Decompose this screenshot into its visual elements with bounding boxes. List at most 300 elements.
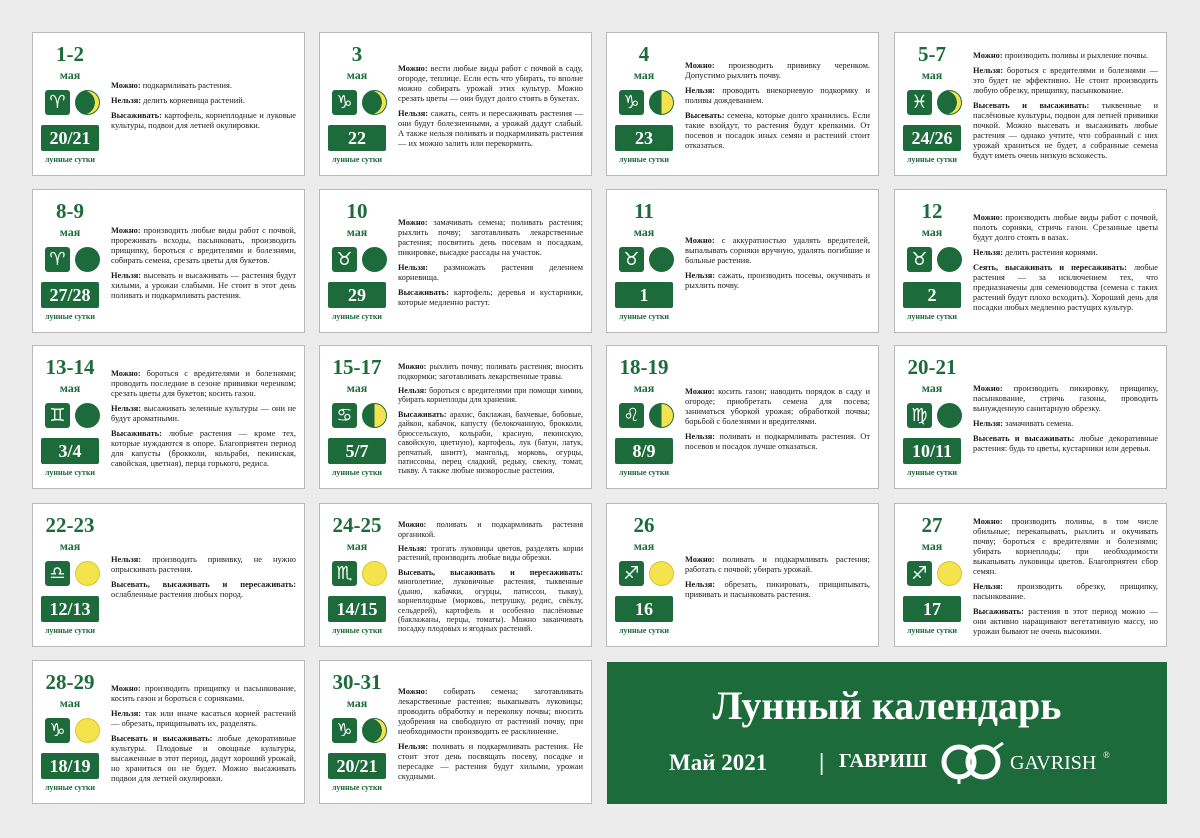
advice-text: производить поливы и рыхление почвы.: [1002, 51, 1149, 60]
advice-label: Нельзя:: [685, 431, 716, 441]
day-card: [606, 189, 879, 333]
advice-paragraph: [111, 709, 296, 729]
date-range: 20-21: [907, 355, 957, 379]
advice-text: подкармливать растения.: [140, 81, 232, 90]
advice-text: собирать семена; заготавливать лекарственные растения; выкапывать луковицы; проводить обработку и перекопку почвы; вносить удобрения на свободную от растений почву, при необходимости производить ее расклинение.: [398, 686, 583, 736]
month-label: мая: [633, 225, 655, 239]
day-card: [319, 660, 592, 804]
lunar-day-caption: лунные сутки: [331, 783, 383, 792]
date-range: 13-14: [45, 355, 95, 379]
advice-text: вести любые виды работ с почвой в саду, огороде, теплице. Если есть что убирать, то вполне можно собирать урожай этих культур. Можно срезать цветы — они будут долго стоять в букетах.: [398, 63, 583, 103]
advice-text: замачивать семена.: [1003, 419, 1074, 428]
advice-label: Можно:: [973, 384, 1003, 393]
month-label: мая: [633, 381, 655, 395]
gardening-advice: [111, 671, 296, 797]
date-range: 26: [633, 513, 655, 537]
advice-paragraph: [111, 111, 296, 131]
brand-name-en: GAVRISH: [1010, 752, 1097, 774]
advice-paragraph: [398, 362, 583, 381]
advice-paragraph: [398, 410, 583, 476]
advice-label: Нельзя:: [111, 270, 142, 280]
advice-paragraph: [685, 580, 870, 600]
day-card: [894, 503, 1167, 647]
lunar-day-caption: лунные сутки: [44, 468, 96, 477]
lunar-day-badge: 29: [328, 282, 386, 308]
advice-label: Можно:: [685, 235, 715, 245]
advice-label: Можно:: [111, 684, 141, 693]
day-card-header: [33, 661, 107, 803]
date-range: 3: [351, 42, 363, 66]
advice-label: Нельзя:: [398, 741, 429, 751]
moon-phase-icon: [937, 561, 962, 586]
gardening-advice: [398, 356, 583, 482]
advice-text: высевать и высаживать — растения будут хилыми, а урожаи слабыми. Не стоит в этот день поливать и подкармливать растения.: [111, 270, 296, 300]
registered-mark: ®: [1103, 750, 1110, 760]
advice-paragraph: [398, 742, 583, 782]
lunar-day-badge: 18/19: [41, 753, 99, 779]
lunar-day-badge: 20/21: [328, 753, 386, 779]
advice-paragraph: [973, 419, 1158, 429]
lunar-day-badge: 16: [615, 596, 673, 622]
day-card-header: [320, 33, 394, 175]
advice-label: Нельзя:: [685, 270, 716, 280]
day-card: [32, 32, 305, 176]
month-label: мая: [921, 68, 943, 82]
lunar-day-badge: 2: [903, 282, 961, 308]
gardening-advice: [111, 200, 296, 326]
advice-text: рыхлить почву; поливать растения; вносить подкормки; заготавливать лекарственные травы.: [398, 362, 583, 381]
moon-phase-icon: [649, 403, 674, 428]
day-card-header: [895, 33, 969, 175]
gardening-advice: [973, 356, 1158, 482]
advice-text: поливать и подкармливать растения; работать с почвой; убирать урожай.: [685, 554, 870, 574]
month-label: мая: [346, 539, 368, 553]
taurus-icon: ♉: [907, 247, 932, 272]
month-label: мая: [346, 381, 368, 395]
advice-text: тыквенные и паслёновые культуры, подвои для летней прививки почкой. Можно высевать и высаживать любые растения — однако учтите, что собранный с них урожай храниться не будет, а собранные семена будут иметь очень низкую всхожесть.: [973, 101, 1158, 160]
advice-text: косить газон; наводить порядок в саду и огороде; приобретать семена для посева; заниматься уборкой урожая; обработкой почвы; борьбой с болезнями и вредителями.: [685, 386, 870, 426]
advice-label: Высевать и высаживать:: [973, 434, 1075, 443]
lunar-day-caption: лунные сутки: [906, 626, 958, 635]
advice-paragraph: [973, 582, 1158, 602]
advice-text: производить обрезку, прищипку, пасынкование.: [973, 582, 1158, 601]
lunar-day-caption: лунные сутки: [618, 626, 670, 635]
lunar-day-badge: 23: [615, 125, 673, 151]
advice-paragraph: [685, 86, 870, 106]
gardening-advice: [398, 671, 583, 797]
month-label: мая: [346, 696, 368, 710]
gardening-advice: [398, 514, 583, 640]
advice-text: сажать, сеять и пересаживать растения — они будут болезненными, а урожай дадут слабый. А также нельзя поливать и подкармливать растения — их можно залить или перекормить.: [398, 108, 583, 148]
gardening-advice: [111, 514, 296, 640]
date-range: 27: [921, 513, 943, 537]
day-card-header: [320, 346, 394, 488]
advice-paragraph: [973, 607, 1158, 637]
advice-paragraph: [398, 64, 583, 104]
lunar-day-caption: лунные сутки: [618, 155, 670, 164]
advice-text: производить любые виды работ с почвой, полоть сорняки, стричь газон. Срезанные цветы будут долго стоять в вазах.: [973, 213, 1158, 242]
advice-label: Нельзя:: [111, 404, 142, 413]
moon-phase-icon: [937, 247, 962, 272]
advice-label: Можно:: [685, 554, 715, 564]
advice-paragraph: [685, 236, 870, 266]
advice-paragraph: [973, 51, 1158, 61]
day-card: [319, 189, 592, 333]
advice-text: многолетние, луковичные растения, тыквенные (дыню, кабачки, огурцы, патиссон, тыкву), корнеплодные (морковь, петрушку, редис, свёклу, сельдерей), картофель и особенно паслёновые (баклажаны, перцы, томаты). Можно заканчивать посадку плодовых и ягодных растений.: [398, 577, 583, 634]
advice-text: производить любые виды работ с почвой, прореживать всходы, пасынковать, производить прищипку, бороться с вредителями и болезнями, собирать семена, срезать цветы для букетов.: [111, 225, 296, 265]
advice-label: Нельзя:: [973, 248, 1004, 257]
advice-text: проводить внекорневую подкормку и поливы дождеванием.: [685, 86, 870, 105]
advice-paragraph: [111, 404, 296, 424]
month-label: мая: [59, 68, 81, 82]
advice-paragraph: [111, 369, 296, 399]
advice-text: арахис, баклажан, бахчевые, бобовые, дайкон, кабачок, капусту (белокочанную, брокколи, брюссельскую, кольраби, красную, пекинскую, савойскую, цветную), картофель, лук (батун, латук, репчатый, шнитт), мангольд, морковь, огурцы, патиссоны, перец сладкий, редьку, свеклу, томат, тыкву. А также любые низкорослые растения.: [398, 409, 583, 476]
day-card: [319, 345, 592, 489]
scorpio-icon: ♏: [332, 561, 357, 586]
advice-label: Можно:: [111, 81, 141, 90]
day-card-header: [895, 504, 969, 646]
advice-label: Высевать и высаживать:: [973, 101, 1090, 110]
leo-icon: ♌: [619, 403, 644, 428]
month-label: мая: [921, 381, 943, 395]
advice-paragraph: [111, 429, 296, 469]
lunar-day-badge: 20/21: [41, 125, 99, 151]
day-card-header: [607, 346, 681, 488]
moon-phase-icon: [75, 561, 100, 586]
lunar-day-badge: 5/7: [328, 438, 386, 464]
advice-label: Высаживать:: [111, 111, 162, 120]
capricorn-icon: ♑: [619, 90, 644, 115]
date-range: 5-7: [918, 42, 946, 66]
lunar-day-badge: 12/13: [41, 596, 99, 622]
date-range: 4: [638, 42, 650, 66]
day-card-header: [33, 504, 107, 646]
advice-label: Высаживать:: [111, 429, 162, 438]
advice-label: Высевать и высаживать:: [111, 734, 213, 743]
gardening-advice: [685, 356, 870, 482]
advice-paragraph: [973, 263, 1158, 313]
advice-text: замачивать семена; поливать растения; рыхлить почву; заготавливать лекарственные растения; посвятить день посевам и посадкам, пикировке, высадке рассады на участок.: [398, 218, 583, 257]
moon-phase-icon: [75, 247, 100, 272]
advice-label: Нельзя:: [398, 386, 427, 396]
month-label: мая: [346, 68, 368, 82]
day-card-header: [320, 661, 394, 803]
day-card-header: [33, 346, 107, 488]
advice-paragraph: [685, 111, 870, 151]
month-label: мая: [633, 68, 655, 82]
advice-label: Можно:: [685, 61, 715, 70]
advice-text: делить корневища растений.: [141, 96, 245, 105]
lunar-day-caption: лунные сутки: [906, 155, 958, 164]
advice-label: Можно:: [973, 517, 1003, 526]
moon-phase-icon: [937, 90, 962, 115]
aries-icon: ♈: [45, 90, 70, 115]
gardening-advice: [398, 200, 583, 326]
advice-paragraph: [398, 687, 583, 737]
date-range: 28-29: [45, 670, 95, 694]
advice-label: Можно:: [111, 369, 141, 378]
advice-label: Можно:: [398, 686, 428, 696]
day-card: [606, 345, 879, 489]
sagittarius-icon: ♐: [619, 561, 644, 586]
capricorn-icon: ♑: [332, 718, 357, 743]
day-card-header: [607, 504, 681, 646]
advice-text: семена, которые долго хранились. Если такие взойдут, то растения будут крепкими. От посевов и посадок иных семян и растений стоит отказаться.: [685, 111, 870, 150]
taurus-icon: ♉: [332, 247, 357, 272]
day-card-header: [33, 190, 107, 332]
advice-text: производить прививку, не нужно опрыскивать растения.: [111, 554, 296, 574]
advice-paragraph: [111, 555, 296, 575]
title-banner: [607, 662, 1167, 804]
advice-text: ослабленные растения любых пород.: [111, 589, 244, 599]
advice-paragraph: [111, 96, 296, 106]
advice-label: Нельзя:: [398, 544, 427, 554]
day-card-header: [33, 33, 107, 175]
lunar-day-badge: 3/4: [41, 438, 99, 464]
advice-text: с аккуратностью удалять вредителей, выпалывать сорняки вручную, удалять погибшие и больные растения.: [685, 235, 870, 265]
advice-label: Можно:: [398, 362, 427, 372]
advice-label: Можно:: [973, 213, 1003, 222]
advice-label: Можно:: [398, 63, 428, 73]
advice-label: Нельзя:: [111, 554, 142, 564]
cancer-icon: ♋: [332, 403, 357, 428]
date-range: 12: [921, 199, 943, 223]
day-card: [319, 503, 592, 647]
advice-text: любые растения — кроме тех, которые нуждаются в опоре. Благоприятен период для капусты (брокколи, кольраби, пекинская, савойская, цветная), перца горького, редиса.: [111, 429, 296, 468]
day-card-header: [607, 190, 681, 332]
advice-label: Высаживать:: [398, 288, 449, 297]
advice-paragraph: [398, 218, 583, 258]
date-range: 10: [346, 199, 368, 223]
moon-phase-icon: [362, 247, 387, 272]
advice-label: Высевать, высаживать и пересаживать:: [398, 567, 583, 577]
advice-text: любые растения — за исключением тех, что предназначены для семеноводства (семена с таких растений будут плохо всходить). Хороший день для посадки любых медленно растущих культур.: [973, 263, 1158, 312]
capricorn-icon: ♑: [45, 718, 70, 743]
pisces-icon: ♓: [907, 90, 932, 115]
day-card: [32, 345, 305, 489]
day-card-header: [895, 190, 969, 332]
advice-text: поливать и подкармливать растения. Не стоит этот день посвящать посеву, посадке и пересадке — растения будут хилыми, урожаи скудными.: [398, 741, 583, 781]
moon-phase-icon: [362, 90, 387, 115]
advice-label: Можно:: [111, 225, 141, 235]
advice-text: растения в этот период можно — они активно наращивают вегетативную массу, но урожаи бывают не очень высокими.: [973, 607, 1158, 636]
moon-phase-icon: [75, 90, 100, 115]
advice-text: любые декоративные растения: будь то цветы, кустарники или деревья.: [973, 434, 1158, 453]
lunar-day-badge: 24/26: [903, 125, 961, 151]
banner-separator: |: [819, 750, 825, 776]
advice-text: поливать и подкармливать растения органикой.: [398, 520, 583, 539]
advice-text: высаживать зеленные культуры — они не будут ароматными.: [111, 404, 296, 423]
advice-text: производить поливы, в том числе обильные; перекапывать, рыхлить и окучивать почву; бороться с вредителями и болезнями; убирать корнеплоды; при необходимости выкапывать луковицы цветов. Благоприятен сбор семян.: [973, 517, 1158, 576]
brand-name-ru: ГАВРИШ: [839, 750, 928, 772]
gavrish-logo-icon: [937, 742, 1005, 784]
advice-text: сажать, производить посевы, окучивать и рыхлить почву.: [685, 270, 870, 290]
advice-paragraph: [973, 248, 1158, 258]
day-card: [894, 345, 1167, 489]
gemini-icon: ♊: [45, 403, 70, 428]
advice-paragraph: [111, 580, 296, 600]
day-card: [32, 189, 305, 333]
advice-text: бороться с вредителями при помощи химии, убирать корнеплоды для хранения.: [398, 386, 583, 405]
lunar-day-caption: лунные сутки: [618, 468, 670, 477]
advice-paragraph: [398, 288, 583, 308]
advice-label: Высевать:: [685, 111, 725, 120]
date-range: 1-2: [56, 42, 84, 66]
moon-phase-icon: [75, 403, 100, 428]
advice-paragraph: [973, 517, 1158, 577]
date-range: 8-9: [56, 199, 84, 223]
month-label: мая: [633, 539, 655, 553]
gardening-advice: [398, 43, 583, 169]
advice-text: картофель, корнеплодные и луковые культуры, подвои для летней окулировки.: [111, 111, 296, 130]
lunar-day-caption: лунные сутки: [44, 155, 96, 164]
date-range: 15-17: [332, 355, 382, 379]
advice-paragraph: [973, 213, 1158, 243]
month-label: мая: [59, 381, 81, 395]
advice-label: Высаживать:: [398, 409, 447, 419]
advice-text: обрезать, пикировать, прищипывать, прививать и пасынковать растения.: [685, 579, 870, 599]
advice-paragraph: [398, 520, 583, 539]
moon-phase-icon: [362, 718, 387, 743]
advice-label: Сеять, высаживать и пересаживать:: [973, 263, 1127, 272]
moon-phase-icon: [362, 403, 387, 428]
advice-text: бороться с вредителями и болезнями; проводить последние в сезоне прививки черенком; срезать цветы для букетов; косить газон.: [111, 369, 296, 398]
advice-paragraph: [685, 387, 870, 427]
lunar-day-badge: 27/28: [41, 282, 99, 308]
advice-text: производить прививку черенком. Допустимо рыхлить почву.: [685, 61, 870, 80]
date-range: 22-23: [45, 513, 95, 537]
day-card-header: [895, 346, 969, 488]
advice-label: Нельзя:: [398, 263, 429, 272]
advice-label: Нельзя:: [973, 582, 1004, 591]
lunar-day-badge: 14/15: [328, 596, 386, 622]
moon-phase-icon: [649, 561, 674, 586]
advice-text: любые декоративные культуры. Плодовые и овощные культуры, высаженные в этот период, дадут хороший урожай, но храниться он не будет. Можно высаживать подвои для летней окулировки.: [111, 734, 296, 783]
month-label: мая: [59, 225, 81, 239]
advice-label: Нельзя:: [685, 86, 716, 95]
advice-text: производить прищипку и пасынкование, косить газон и бороться с сорняками.: [111, 684, 296, 703]
lunar-day-caption: лунные сутки: [44, 783, 96, 792]
gardening-advice: [973, 200, 1158, 326]
advice-paragraph: [398, 109, 583, 149]
sagittarius-icon: ♐: [907, 561, 932, 586]
lunar-day-badge: 8/9: [615, 438, 673, 464]
lunar-day-badge: 22: [328, 125, 386, 151]
gardening-advice: [973, 514, 1158, 640]
advice-label: Можно:: [973, 51, 1003, 60]
day-card: [894, 32, 1167, 176]
day-card: [319, 32, 592, 176]
advice-paragraph: [111, 734, 296, 784]
date-range: 24-25: [332, 513, 382, 537]
month-label: мая: [346, 225, 368, 239]
date-range: 18-19: [619, 355, 669, 379]
day-card: [32, 660, 305, 804]
advice-label: Нельзя:: [973, 66, 1004, 75]
taurus-icon: ♉: [619, 247, 644, 272]
advice-paragraph: [111, 684, 296, 704]
advice-text: трогать луковицы цветов, разделять корни растений, производить любые виды обрезки.: [398, 544, 583, 563]
advice-label: Нельзя:: [973, 419, 1004, 428]
lunar-day-caption: лунные сутки: [331, 155, 383, 164]
moon-phase-icon: [362, 561, 387, 586]
banner-title: Лунный календарь: [712, 683, 1062, 728]
lunar-day-badge: 10/11: [903, 438, 961, 464]
advice-paragraph: [111, 271, 296, 301]
advice-paragraph: [111, 226, 296, 266]
month-label: мая: [59, 696, 81, 710]
advice-text: размножать растения делением корневища.: [398, 263, 583, 282]
gardening-advice: [685, 514, 870, 640]
lunar-day-caption: лунные сутки: [331, 312, 383, 321]
advice-text: делить растения корнями.: [1003, 248, 1098, 257]
date-range: 30-31: [332, 670, 382, 694]
advice-paragraph: [685, 61, 870, 81]
advice-paragraph: [398, 386, 583, 405]
advice-label: Нельзя:: [398, 108, 429, 118]
lunar-day-caption: лунные сутки: [44, 626, 96, 635]
advice-label: Можно:: [685, 386, 715, 396]
day-card-header: [320, 190, 394, 332]
advice-paragraph: [398, 544, 583, 563]
month-label: мая: [921, 225, 943, 239]
day-card-header: [320, 504, 394, 646]
advice-paragraph: [973, 434, 1158, 454]
advice-text: производить пикировку, прищипку, пасынкование, стричь газоны, проводить вынужденную санитарную обрезку.: [973, 384, 1158, 413]
advice-text: так или иначе касаться корней растений — обрезать, прищипывать их, разделять.: [111, 709, 296, 728]
advice-label: Высаживать:: [973, 607, 1024, 616]
lunar-day-badge: 17: [903, 596, 961, 622]
advice-label: Нельзя:: [111, 709, 142, 718]
advice-text: бороться с вредителями и болезнями — это будет не эффективно. Не стоит производить любую обрезку, прищипку, пасынкование.: [973, 66, 1158, 95]
advice-label: Можно:: [398, 218, 428, 227]
gardening-advice: [685, 200, 870, 326]
advice-text: картофель; деревья и кустарники, которые медленно растут.: [398, 288, 583, 307]
lunar-day-caption: лунные сутки: [906, 312, 958, 321]
lunar-day-badge: 1: [615, 282, 673, 308]
advice-label: Можно:: [398, 520, 427, 530]
advice-paragraph: [685, 271, 870, 291]
advice-paragraph: [398, 568, 583, 634]
libra-icon: ♎: [45, 561, 70, 586]
advice-paragraph: [685, 555, 870, 575]
lunar-day-caption: лунные сутки: [331, 468, 383, 477]
moon-phase-icon: [75, 718, 100, 743]
lunar-day-caption: лунные сутки: [44, 312, 96, 321]
advice-label: Нельзя:: [111, 96, 142, 105]
advice-paragraph: [685, 432, 870, 452]
day-card-header: [607, 33, 681, 175]
day-card: [894, 189, 1167, 333]
gardening-advice: [111, 356, 296, 482]
advice-label: Высевать, высаживать и пересаживать:: [111, 579, 296, 589]
capricorn-icon: ♑: [332, 90, 357, 115]
month-label: мая: [921, 539, 943, 553]
banner-subtitle: Май 2021: [669, 750, 768, 775]
date-range: 11: [634, 199, 654, 223]
advice-paragraph: [973, 384, 1158, 414]
gardening-advice: [685, 43, 870, 169]
aries-icon: ♈: [45, 247, 70, 272]
gardening-advice: [111, 43, 296, 169]
moon-phase-icon: [649, 247, 674, 272]
lunar-day-caption: лунные сутки: [331, 626, 383, 635]
advice-text: поливать и подкармливать растения. От посевов и посадок лучше отказаться.: [685, 431, 870, 451]
lunar-day-caption: лунные сутки: [618, 312, 670, 321]
advice-paragraph: [398, 263, 583, 283]
advice-paragraph: [111, 81, 296, 91]
advice-label: Нельзя:: [685, 579, 716, 589]
